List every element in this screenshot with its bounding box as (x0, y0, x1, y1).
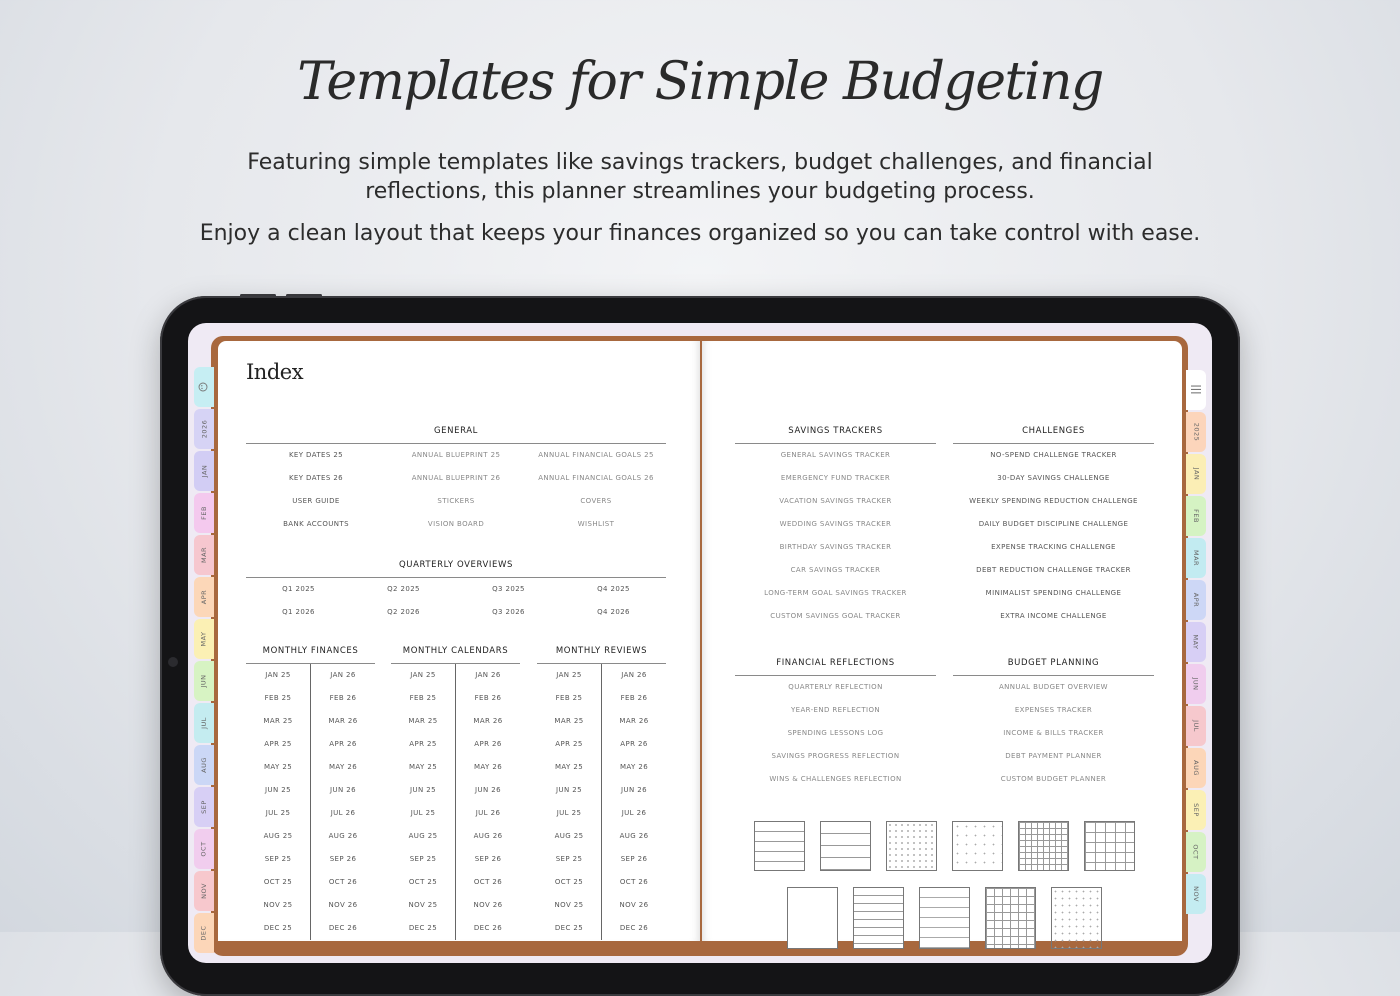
menu-icon (1191, 385, 1201, 396)
left-tab-palette[interactable] (194, 367, 214, 407)
finances-month-link[interactable]: OCT 25 (263, 878, 293, 886)
hero-title: Templates for Simple Budgeting (297, 52, 1103, 112)
finances-month-link[interactable]: MAR 25 (263, 717, 293, 725)
page-title: Index (246, 360, 304, 384)
savings-tracker-link[interactable]: LONG-TERM GOAL SAVINGS TRACKER (764, 589, 907, 597)
tab-label: MAY (1192, 634, 1200, 650)
left-tab-mar[interactable] (194, 535, 214, 575)
finances-month-link[interactable]: JUL 26 (330, 809, 356, 817)
challenge-link[interactable]: 30-DAY SAVINGS CHALLENGE (997, 474, 1110, 482)
savings-tracker-link[interactable]: CAR SAVINGS TRACKER (790, 566, 881, 574)
right-tab-may[interactable] (1186, 622, 1206, 662)
left-tab-strip (194, 367, 214, 955)
monthly-reviews-section (537, 646, 666, 940)
monthly-reviews-heading: MONTHLY REVIEWS (537, 646, 666, 664)
left-tab-apr[interactable] (194, 577, 214, 617)
finances-month-link[interactable]: DEC 26 (328, 924, 358, 932)
left-tab-jul[interactable] (194, 703, 214, 743)
reviews-month-link[interactable]: MAR 25 (554, 717, 584, 725)
reviews-month-link[interactable]: JAN 26 (621, 671, 647, 679)
right-tab-strip (1186, 370, 1206, 916)
reviews-month-link[interactable]: FEB 25 (555, 694, 583, 702)
calendars-month-link[interactable]: APR 25 (409, 740, 437, 748)
narrow-lined-template-thumbnail[interactable] (853, 887, 904, 949)
general-link[interactable]: ANNUAL BLUEPRINT 26 (411, 474, 501, 482)
right-tab-aug[interactable] (1186, 748, 1206, 788)
finances-month-link[interactable]: AUG 26 (328, 832, 358, 840)
savings-tracker-link[interactable]: CUSTOM SAVINGS GOAL TRACKER (770, 612, 901, 620)
finances-month-link[interactable]: JAN 25 (265, 671, 291, 679)
calendars-month-link[interactable]: FEB 26 (474, 694, 502, 702)
left-tab-dec[interactable] (194, 913, 214, 953)
general-link[interactable]: STICKERS (437, 497, 475, 505)
calendars-month-link[interactable]: JUN 25 (410, 786, 436, 794)
right-tab-apr[interactable] (1186, 580, 1206, 620)
calendars-month-link[interactable]: SEP 26 (474, 855, 502, 863)
reviews-month-link[interactable]: DEC 26 (619, 924, 649, 932)
left-tab-aug[interactable] (194, 745, 214, 785)
tab-label: MAY (200, 631, 208, 647)
challenge-link[interactable]: NO-SPEND CHALLENGE TRACKER (990, 451, 1117, 459)
calendars-month-link[interactable]: SEP 25 (409, 855, 437, 863)
finances-month-link[interactable]: JUN 25 (265, 786, 291, 794)
calendars-month-link[interactable]: JUL 25 (410, 809, 436, 817)
finances-month-link[interactable]: JUL 25 (265, 809, 291, 817)
calendars-month-link[interactable]: APR 26 (474, 740, 502, 748)
tab-label: MAR (1191, 549, 1200, 567)
quarterly-link[interactable]: Q4 2026 (597, 608, 630, 616)
general-link[interactable]: ANNUAL FINANCIAL GOALS 25 (538, 451, 654, 459)
tab-label: APR (1191, 592, 1200, 608)
challenge-link[interactable]: EXPENSE TRACKING CHALLENGE (991, 543, 1116, 551)
dotted-template-thumbnail[interactable] (1051, 887, 1102, 949)
reflection-link[interactable]: QUARTERLY REFLECTION (788, 683, 883, 691)
lined-template-thumbnail[interactable] (754, 821, 805, 871)
challenge-link[interactable]: MINIMALIST SPENDING CHALLENGE (985, 589, 1122, 597)
finances-month-link[interactable]: JUN 26 (330, 786, 356, 794)
finances-month-link[interactable]: MAR 26 (328, 717, 358, 725)
reviews-month-link[interactable]: SEP 26 (620, 855, 648, 863)
savings-tracker-link[interactable]: EMERGENCY FUND TRACKER (780, 474, 891, 482)
calendars-month-link[interactable]: JUN 26 (475, 786, 501, 794)
budget-link[interactable]: CUSTOM BUDGET PLANNER (1000, 775, 1107, 783)
hero-tagline: Enjoy a clean layout that keeps your finances organized so you can take control with ease. (199, 221, 1201, 246)
tab-label: JUL (1191, 720, 1200, 732)
tab-label: DEC (200, 925, 208, 941)
palette-icon (198, 382, 210, 392)
general-link[interactable]: KEY DATES 26 (288, 474, 344, 482)
tab-label: MAR (199, 546, 208, 564)
left-tab-may[interactable] (194, 619, 214, 659)
budget-link[interactable]: EXPENSES TRACKER (1014, 706, 1093, 714)
general-links (246, 444, 666, 536)
finances-month-link[interactable]: NOV 26 (328, 901, 358, 909)
finances-month-link[interactable]: SEP 25 (264, 855, 292, 863)
challenges-section (953, 426, 1154, 628)
savings-tracker-link[interactable]: BIRTHDAY SAVINGS TRACKER (779, 543, 892, 551)
reviews-month-link[interactable]: MAY 25 (554, 763, 584, 771)
hero-subtitle-line-2: reflections, this planner streamlines your budgeting process. (365, 179, 1035, 204)
right-tab-2025[interactable] (1186, 412, 1206, 452)
quarterly-link[interactable]: Q1 2025 (282, 585, 315, 593)
right-tab-jan[interactable] (1186, 454, 1206, 494)
reviews-month-link[interactable]: APR 25 (555, 740, 583, 748)
calendars-month-link[interactable]: DEC 25 (408, 924, 438, 932)
tab-label: AUG (1192, 760, 1200, 776)
calendars-month-link[interactable]: NOV 26 (473, 901, 503, 909)
left-tab-nov[interactable] (194, 871, 214, 911)
notes-template-thumbnail[interactable] (919, 887, 970, 949)
reviews-month-link[interactable]: JUL 26 (621, 809, 647, 817)
wide-lined-template-thumbnail[interactable] (820, 821, 871, 871)
reviews-month-link[interactable]: APR 26 (620, 740, 648, 748)
finances-month-link[interactable]: MAY 26 (328, 763, 358, 771)
right-tab-menu[interactable] (1186, 370, 1206, 410)
left-tab-jan[interactable] (194, 451, 214, 491)
tablet-camera (168, 657, 178, 667)
tab-label: JAN (200, 464, 208, 478)
calendars-month-link[interactable]: JAN 26 (475, 671, 501, 679)
hero-subtitle-line-1: Featuring simple templates like savings trackers, budget challenges, and financial (247, 150, 1153, 175)
tab-label: JUL (199, 717, 208, 729)
quarterly-link[interactable]: Q2 2026 (387, 608, 420, 616)
finances-month-link[interactable]: APR 26 (329, 740, 357, 748)
finances-month-link[interactable]: APR 25 (264, 740, 292, 748)
reviews-month-link[interactable]: JUN 25 (556, 786, 582, 794)
tab-label: APR (199, 589, 208, 605)
right-tab-sep[interactable] (1186, 790, 1206, 830)
left-tab-2026[interactable] (194, 409, 214, 449)
monthly-finances-heading: MONTHLY FINANCES (246, 646, 375, 664)
left-tab-jun[interactable] (194, 661, 214, 701)
finances-month-link[interactable]: FEB 25 (264, 694, 292, 702)
monthly-reviews-links (537, 664, 666, 940)
tab-label: 2026 (199, 419, 208, 439)
quarterly-link[interactable]: Q1 2026 (282, 608, 315, 616)
finances-month-link[interactable]: NOV 25 (263, 901, 293, 909)
reviews-month-link[interactable]: FEB 26 (620, 694, 648, 702)
tab-label: FEB (1192, 509, 1200, 523)
left-tab-feb[interactable] (194, 493, 214, 533)
calendars-month-link[interactable]: MAY 25 (408, 763, 438, 771)
tab-label: OCT (199, 841, 208, 857)
savings-trackers-heading: SAVINGS TRACKERS (735, 426, 936, 444)
general-section (246, 426, 666, 536)
calendars-month-link[interactable]: MAR 25 (408, 717, 438, 725)
challenge-link[interactable]: WEEKLY SPENDING REDUCTION CHALLENGE (969, 497, 1138, 505)
tab-label: AUG (200, 757, 208, 773)
tab-label: SEP (1192, 803, 1200, 817)
general-link[interactable]: ANNUAL FINANCIAL GOALS 26 (538, 474, 654, 482)
challenge-link[interactable]: DAILY BUDGET DISCIPLINE CHALLENGE (978, 520, 1129, 528)
financial-reflections-heading: FINANCIAL REFLECTIONS (735, 658, 936, 676)
reviews-month-link[interactable]: MAY 26 (619, 763, 649, 771)
general-link[interactable]: USER GUIDE (292, 497, 340, 505)
reviews-month-link[interactable]: DEC 25 (554, 924, 584, 932)
quarterly-link[interactable]: Q3 2026 (492, 608, 525, 616)
quarterly-link[interactable]: Q2 2025 (387, 585, 420, 593)
dot-grid-template-thumbnail[interactable] (886, 821, 937, 871)
finances-month-link[interactable]: MAY 25 (263, 763, 293, 771)
reviews-month-link[interactable]: NOV 25 (554, 901, 584, 909)
reviews-month-link[interactable]: OCT 25 (554, 878, 584, 886)
savings-tracker-link[interactable]: WEDDING SAVINGS TRACKER (779, 520, 892, 528)
challenge-link[interactable]: DEBT REDUCTION CHALLENGE TRACKER (976, 566, 1131, 574)
budget-link[interactable]: ANNUAL BUDGET OVERVIEW (998, 683, 1109, 691)
finances-month-link[interactable]: SEP 26 (329, 855, 357, 863)
tab-label: 2025 (1191, 422, 1200, 442)
wide-dot-grid-template-thumbnail[interactable] (952, 821, 1003, 871)
finances-month-link[interactable]: JAN 26 (330, 671, 356, 679)
general-link[interactable]: KEY DATES 25 (288, 451, 344, 459)
reflection-link[interactable]: SPENDING LESSONS LOG (787, 729, 884, 737)
reflection-link[interactable]: SAVINGS PROGRESS REFLECTION (771, 752, 900, 760)
right-tab-mar[interactable] (1186, 538, 1206, 578)
left-tab-oct[interactable] (194, 829, 214, 869)
general-link[interactable]: ANNUAL BLUEPRINT 25 (411, 451, 501, 459)
calendars-month-link[interactable]: FEB 25 (409, 694, 437, 702)
tab-label: NOV (1192, 886, 1200, 902)
reviews-month-link[interactable]: JUL 25 (556, 809, 582, 817)
monthly-calendars-links (391, 664, 520, 940)
reflection-link[interactable]: YEAR-END REFLECTION (790, 706, 881, 714)
right-tab-nov[interactable] (1186, 874, 1206, 914)
tab-label: FEB (200, 506, 208, 520)
challenges-heading: CHALLENGES (953, 426, 1154, 444)
left-tab-sep[interactable] (194, 787, 214, 827)
right-tab-feb[interactable] (1186, 496, 1206, 536)
right-tab-oct[interactable] (1186, 832, 1206, 872)
finances-month-link[interactable]: OCT 26 (328, 878, 358, 886)
quarterly-section (246, 560, 666, 624)
finances-month-link[interactable]: FEB 26 (329, 694, 357, 702)
monthly-finances-section (246, 646, 375, 940)
budget-link[interactable]: DEBT PAYMENT PLANNER (1005, 752, 1102, 760)
calendars-month-link[interactable]: OCT 25 (408, 878, 438, 886)
calendars-month-link[interactable]: JUL 26 (475, 809, 501, 817)
calendars-month-link[interactable]: OCT 26 (473, 878, 503, 886)
reviews-month-link[interactable]: JUN 26 (621, 786, 647, 794)
tab-label: JUN (1191, 677, 1200, 691)
monthly-finances-links (246, 664, 375, 940)
general-heading: GENERAL (246, 426, 666, 444)
monthly-calendars-section (391, 646, 520, 940)
hero-subtitle (200, 148, 1200, 206)
reviews-month-link[interactable]: NOV 26 (619, 901, 649, 909)
quarterly-links (246, 578, 666, 624)
savings-tracker-link[interactable]: GENERAL SAVINGS TRACKER (780, 451, 891, 459)
blank-template-thumbnail[interactable] (787, 887, 838, 949)
quarterly-link[interactable]: Q3 2025 (492, 585, 525, 593)
reviews-month-link[interactable]: OCT 26 (619, 878, 649, 886)
reviews-month-link[interactable]: SEP 25 (555, 855, 583, 863)
tab-label: JAN (1192, 467, 1200, 481)
general-link[interactable]: VISION BOARD (427, 520, 485, 528)
calendars-month-link[interactable]: AUG 25 (408, 832, 438, 840)
general-link[interactable]: BANK ACCOUNTS (283, 520, 349, 528)
tab-label: NOV (200, 883, 208, 899)
reviews-month-link[interactable]: AUG 25 (554, 832, 584, 840)
calendars-month-link[interactable]: AUG 26 (473, 832, 503, 840)
budget-planning-section (953, 658, 1154, 791)
right-tab-jun[interactable] (1186, 664, 1206, 704)
general-link[interactable]: WISHLIST (577, 520, 615, 528)
monthly-calendars-heading: MONTHLY CALENDARS (391, 646, 520, 664)
quarterly-link[interactable]: Q4 2025 (597, 585, 630, 593)
finances-month-link[interactable]: AUG 25 (263, 832, 293, 840)
tab-label: SEP (200, 800, 208, 814)
wide-grid-template-thumbnail[interactable] (1084, 821, 1135, 871)
graph-template-thumbnail[interactable] (985, 887, 1036, 949)
calendars-month-link[interactable]: NOV 25 (408, 901, 438, 909)
calendars-month-link[interactable]: MAY 26 (473, 763, 503, 771)
savings-trackers-section (735, 426, 936, 628)
budget-planning-heading: BUDGET PLANNING (953, 658, 1154, 676)
reviews-month-link[interactable]: AUG 26 (619, 832, 649, 840)
general-link[interactable]: COVERS (580, 497, 612, 505)
savings-tracker-link[interactable]: VACATION SAVINGS TRACKER (779, 497, 892, 505)
reviews-month-link[interactable]: JAN 25 (556, 671, 582, 679)
calendars-month-link[interactable]: DEC 26 (473, 924, 503, 932)
calendars-month-link[interactable]: MAR 26 (473, 717, 503, 725)
calendars-month-link[interactable]: JAN 25 (410, 671, 436, 679)
financial-reflections-section (735, 658, 936, 791)
quarterly-heading: QUARTERLY OVERVIEWS (246, 560, 666, 578)
reviews-month-link[interactable]: MAR 26 (619, 717, 649, 725)
finances-month-link[interactable]: DEC 25 (263, 924, 293, 932)
right-tab-jul[interactable] (1186, 706, 1206, 746)
tab-label: OCT (1191, 844, 1200, 860)
challenge-link[interactable]: EXTRA INCOME CHALLENGE (1000, 612, 1107, 620)
grid-template-thumbnail[interactable] (1018, 821, 1069, 871)
reflection-link[interactable]: WINS & CHALLENGES REFLECTION (769, 775, 902, 783)
tab-label: JUN (199, 674, 208, 688)
budget-link[interactable]: INCOME & BILLS TRACKER (1003, 729, 1104, 737)
